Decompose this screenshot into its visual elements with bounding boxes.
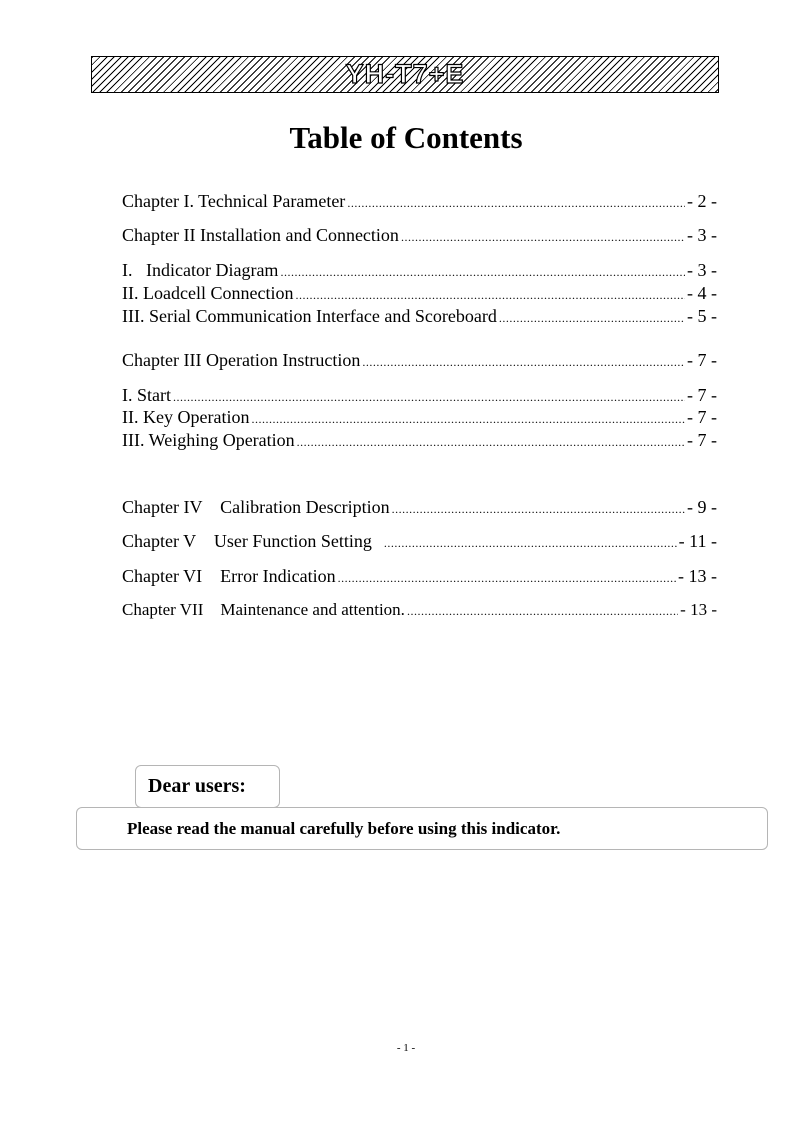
toc-entry-indicator-diagram[interactable]: [122, 259, 717, 281]
toc-entry-key-operation[interactable]: [122, 406, 717, 428]
toc-entry-page: - 11 -: [678, 531, 717, 551]
toc-entry-page: - 13 -: [680, 600, 717, 619]
toc-dot-leader: [251, 408, 685, 430]
notice-heading: Dear users:: [148, 775, 246, 797]
toc-entry-label: III. Serial Communication Interface and Scoreboard: [122, 306, 497, 326]
toc-entry-label: Chapter I. Technical Parameter: [122, 191, 346, 211]
toc-entry-page: - 5 -: [687, 306, 717, 326]
toc-dot-leader: [347, 192, 685, 214]
toc-entry-chapter-7[interactable]: [122, 599, 717, 621]
page-number: - 1 -: [396, 1042, 416, 1054]
toc-entry-chapter-5[interactable]: [122, 530, 717, 552]
toc-dot-leader: [362, 351, 685, 373]
toc-entry-page: - 3 -: [687, 260, 717, 280]
toc-entry-page: - 4 -: [687, 283, 717, 303]
toc-entry-label: Chapter II Installation and Connection: [122, 225, 399, 245]
toc-entry-label: Chapter III Operation Instruction: [122, 350, 361, 370]
toc-entry-page: - 7 -: [687, 385, 717, 405]
toc-entry-label: Chapter VII Maintenance and attention.: [122, 600, 405, 619]
toc-entry-page: - 7 -: [687, 350, 717, 370]
toc-entry-label: I. Start: [122, 385, 171, 405]
toc-entry-page: - 7 -: [687, 430, 717, 450]
toc-entry-page: - 2 -: [687, 191, 717, 211]
toc-dot-leader: [297, 431, 685, 453]
notice-text: Please read the manual carefully before using this indicator.: [127, 818, 561, 838]
toc-dot-leader: [499, 307, 685, 329]
toc-entry-label: II. Loadcell Connection: [122, 283, 294, 303]
toc-entry-chapter-3[interactable]: [122, 349, 717, 371]
toc-entry-label: II. Key Operation: [122, 407, 250, 427]
toc-entry-page: - 3 -: [687, 225, 717, 245]
toc-dot-leader: [407, 600, 678, 622]
toc-entry-page: - 7 -: [687, 407, 717, 427]
toc-entry-page: - 13 -: [678, 566, 717, 586]
notice-heading-box: [135, 765, 280, 808]
toc-entry-weighing-operation[interactable]: [122, 429, 717, 451]
toc-entry-chapter-1[interactable]: [122, 190, 717, 212]
notice-box: [76, 807, 768, 850]
toc-entry-page: - 9 -: [687, 497, 717, 517]
toc-entry-serial-communication[interactable]: [122, 305, 717, 327]
toc-dot-leader: [384, 532, 677, 554]
toc-dot-leader: [401, 226, 685, 248]
toc-dot-leader: [392, 498, 685, 520]
header-banner: [91, 56, 719, 93]
toc-entry-chapter-2[interactable]: [122, 224, 717, 246]
toc-dot-leader: [173, 386, 685, 408]
toc-entry-label: III. Weighing Operation: [122, 430, 295, 450]
toc-entry-label: Chapter VI Error Indication: [122, 566, 336, 586]
toc-dot-leader: [295, 284, 685, 306]
model-title: YH-T7+E: [345, 59, 465, 89]
toc-dot-leader: [338, 567, 676, 589]
toc-entry-loadcell-connection[interactable]: [122, 282, 717, 304]
page-title: Table of Contents: [289, 120, 523, 155]
toc-entry-label: I. Indicator Diagram: [122, 260, 279, 280]
toc-dot-leader: [280, 261, 685, 283]
toc-entry-chapter-4[interactable]: [122, 496, 717, 518]
toc-entry-start[interactable]: [122, 384, 717, 406]
toc-entry-label: Chapter IV Calibration Description: [122, 497, 390, 517]
toc-entry-chapter-6[interactable]: [122, 565, 717, 587]
toc-entry-label: Chapter V User Function Setting: [122, 531, 372, 551]
